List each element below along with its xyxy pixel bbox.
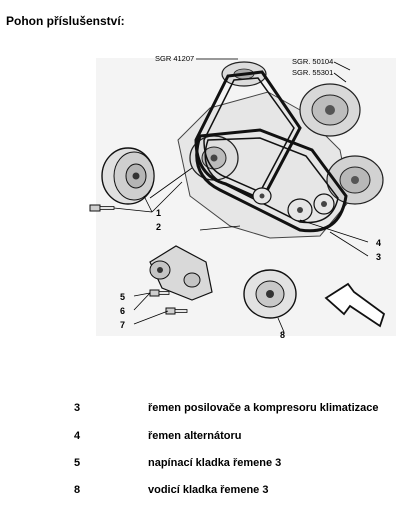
legend-number: 8 <box>74 484 81 496</box>
ref-label-sgr-50104: SGR. 50104 <box>292 57 334 66</box>
legend-number: 3 <box>74 402 81 414</box>
callout-3: 3 <box>376 252 382 262</box>
legend-text: vodicí kladka řemene 3 <box>148 484 269 496</box>
alternator-unit <box>300 84 360 136</box>
ref-label-sgr-55301: SGR. 55301 <box>292 68 334 77</box>
belt-idler <box>253 188 271 204</box>
callout-8: 8 <box>280 330 286 340</box>
callout-7: 7 <box>120 320 126 330</box>
legend-number: 4 <box>74 430 81 442</box>
accessory-drive-diagram <box>86 44 400 342</box>
page-heading: Pohon příslušenství: <box>6 14 125 28</box>
part-1-pulley <box>102 148 154 204</box>
callout-5: 5 <box>120 292 126 302</box>
belt-idler <box>288 199 312 221</box>
callout-1: 1 <box>156 208 162 218</box>
legend-text: napínací kladka řemene 3 <box>148 457 282 469</box>
callout-6: 6 <box>120 306 126 316</box>
legend-text: řemen alternátoru <box>148 430 242 442</box>
legend-text: řemen posilovače a kompresoru klimatizace <box>148 402 379 414</box>
callout-4: 4 <box>376 238 382 248</box>
belt-idler <box>314 194 334 214</box>
callout-2: 2 <box>156 222 162 232</box>
ref-label-sgr-41207: SGR 41207 <box>155 54 195 63</box>
legend-number: 5 <box>74 457 81 469</box>
part-8-guide-pulley <box>244 270 296 318</box>
